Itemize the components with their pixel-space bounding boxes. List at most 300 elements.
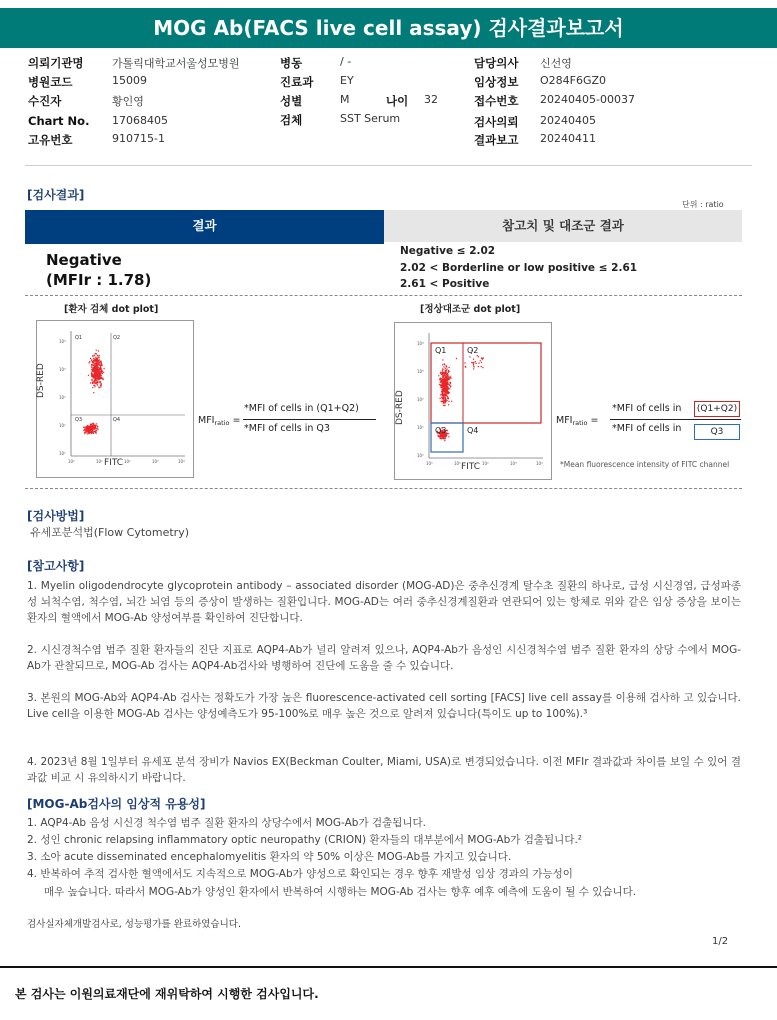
control-y-tick-4: 10⁴ <box>417 341 424 346</box>
hospital-code-label: 병원코드 <box>28 75 73 89</box>
patient-value: 황인영 <box>112 95 144 108</box>
patient-dot <box>101 364 102 365</box>
patient-dot <box>97 355 98 356</box>
patient-dot <box>89 426 90 427</box>
chart-no-label: Chart No. <box>28 114 90 128</box>
control-dot <box>442 392 443 393</box>
patient-dot <box>95 431 96 432</box>
patient-dot <box>96 423 97 424</box>
control-dot <box>449 376 450 377</box>
patient-dot <box>83 427 84 428</box>
control-dot <box>473 359 474 360</box>
patient-dot <box>91 366 92 367</box>
control-dot <box>443 438 444 439</box>
ref-line-positive: 2.61 < Positive <box>400 278 490 290</box>
doctor-label: 담당의사 <box>474 56 519 70</box>
control-dot <box>450 386 451 387</box>
control-dot <box>449 385 450 386</box>
patient-dot <box>96 374 97 375</box>
patient-dot <box>98 356 99 357</box>
method-section-title: [검사방법] <box>27 509 85 523</box>
formula2-lhs <box>556 415 598 427</box>
control-dot <box>444 395 445 396</box>
patient-dot <box>96 361 97 362</box>
control-dot <box>439 398 440 399</box>
doctor-value: 신선영 <box>540 57 572 70</box>
result-header: 결과 <box>25 210 384 242</box>
info-divider <box>25 165 752 166</box>
patient-x-tick-1: 10¹ <box>96 459 103 464</box>
control-dot <box>476 363 477 364</box>
control-dot <box>477 355 478 356</box>
control-dot <box>450 382 451 383</box>
institution-label: 의뢰기관명 <box>28 56 84 70</box>
control-dot <box>440 379 441 380</box>
patient-dot <box>87 428 88 429</box>
patient-dot <box>87 431 88 432</box>
formula1-eq: = <box>232 415 241 426</box>
control-dot <box>442 385 443 386</box>
utility-item-4-cont: 매우 높습니다. 따라서 MOG-Ab가 양성인 환자에서 반복하여 시행하는 MOG-Ab 검사는 향후 예후 예측에 도움이 될 수 있습니다. <box>44 886 637 898</box>
control-dot <box>464 362 465 363</box>
patient-dot <box>98 371 99 372</box>
formula2-num-prefix: *MFI of cells in <box>612 403 682 414</box>
patient-dot <box>103 368 104 369</box>
control-dot <box>443 369 444 370</box>
control-dot <box>443 400 444 401</box>
patient-dot <box>92 431 93 432</box>
control-dot <box>441 383 442 384</box>
control-dot <box>447 393 448 394</box>
patient-dot <box>88 362 89 363</box>
control-dot <box>442 436 443 437</box>
note-paragraph-4: 4. 2023년 8월 1일부터 유세포 분석 장비가 Navios EX(Beckman Coulter, Miami, USA)로 변경되었습니다. 이전 MFIr 결과값과 차이를 보일 수 있어 결과값 비교 시 유의하시기 바랍니다. <box>27 756 741 784</box>
patient-dot <box>97 377 98 378</box>
patient-dot <box>95 379 96 380</box>
chart-no-value: 17068405 <box>112 114 168 127</box>
utility-item-1: 1. AQP4-Ab 음성 시신경 척수염 범주 질환 환자의 상당수에서 MOG-Ab가 검출됩니다. <box>27 817 426 829</box>
patient-dot <box>97 363 98 364</box>
results-section-title: [검사결과] <box>27 188 85 202</box>
patient-dot <box>99 381 100 382</box>
control-dot <box>444 440 445 441</box>
control-dot <box>442 370 443 371</box>
formula2-den-box: Q3 <box>694 424 740 440</box>
patient-dot <box>97 382 98 383</box>
patient-dot <box>92 365 93 366</box>
formula2-den-prefix: *MFI of cells in <box>612 423 682 434</box>
control-dot <box>478 366 479 367</box>
patient-dot <box>95 428 96 429</box>
page-number: 1/2 <box>712 936 729 947</box>
control-dot <box>444 405 445 406</box>
report-date-value: 20240411 <box>540 132 596 145</box>
patient-dot <box>94 426 95 427</box>
control-dot <box>442 372 443 373</box>
patient-dot <box>90 424 91 425</box>
control-dot <box>445 400 446 401</box>
patient-dot <box>85 428 86 429</box>
utility-item-4: 4. 반복하여 추적 검사한 혈액에서도 지속적으로 MOG-Ab가 양성으로 확인되는 경우 향후 재발성 임상 경과의 가능성이 <box>27 868 573 880</box>
reference-header: 참고치 및 대조군 결과 <box>384 210 742 242</box>
patient-x-tick-0: 10⁰ <box>68 459 75 464</box>
dept-value: EY <box>340 74 354 87</box>
patient-dot <box>92 355 93 356</box>
specimen-value: SST Serum <box>340 112 401 125</box>
control-q1-label: Q1 <box>435 346 447 355</box>
control-dot <box>472 362 473 363</box>
patient-dot <box>94 363 95 364</box>
control-dot <box>482 367 483 368</box>
patient-dot <box>93 377 94 378</box>
formula1-denominator: *MFI of cells in Q3 <box>244 423 330 434</box>
control-dot <box>444 387 445 388</box>
control-dot <box>447 386 448 387</box>
patient-dot <box>95 377 96 378</box>
patient-dot <box>100 378 101 379</box>
patient-dot <box>87 433 88 434</box>
control-x-tick-0: 10⁰ <box>426 461 433 466</box>
hospital-code-value: 15009 <box>112 74 147 87</box>
patient-dot <box>100 361 101 362</box>
control-dot <box>446 377 447 378</box>
control-dot <box>441 374 442 375</box>
plots-divider <box>25 488 742 489</box>
age-value: 32 <box>424 93 438 106</box>
ref-line-borderline: 2.02 < Borderline or low positive ≤ 2.61 <box>400 262 638 274</box>
formula1-lhs <box>198 415 240 427</box>
control-dot <box>447 375 448 376</box>
patient-dot <box>97 368 98 369</box>
control-dot <box>446 370 447 371</box>
bottom-divider <box>0 966 777 968</box>
control-q3-label: Q3 <box>435 426 447 435</box>
control-dot <box>441 397 442 398</box>
control-dot <box>475 361 476 362</box>
control-x-tick-4: 10⁴ <box>536 461 543 466</box>
patient-dot <box>94 386 95 387</box>
control-dot <box>443 375 444 376</box>
patient-dot <box>101 370 102 371</box>
patient-y-tick-1: 10¹ <box>59 423 66 428</box>
control-dot <box>443 372 444 373</box>
control-dot <box>456 358 457 359</box>
control-dot <box>446 395 447 396</box>
patient-plot-svg <box>37 321 193 477</box>
note-paragraph-1: 1. Myelin oligodendrocyte glycoprotein antibody – associated disorder (MOG-AD)은 중추신경계 탈수초 질환의 하나로, 급성 시신경염, 급성파종성 뇌척수염, 척수염, 뇌간 뇌염 등의 증상이 발생하는 질환입니다. MOG-AD는 여러 중추신경계질환과 연관되어 있는 항체로 위와 같은 임상 증상을 보이는 환자의 혈액에서 MOG-Ab 양성여부를 확인하여 진단합니다. <box>27 580 741 624</box>
patient-dot <box>92 387 93 388</box>
patient-dot <box>97 360 98 361</box>
report-date-label: 결과보고 <box>474 133 519 147</box>
age-label: 나이 <box>386 94 409 108</box>
patient-dot <box>99 368 100 369</box>
control-dot <box>444 402 445 403</box>
patient-dot <box>100 371 101 372</box>
patient-dot <box>94 372 95 373</box>
control-dot <box>445 382 446 383</box>
control-dot <box>439 438 440 439</box>
control-dot <box>447 398 448 399</box>
patient-dot <box>92 427 93 428</box>
control-dot <box>481 358 482 359</box>
control-dot <box>442 398 443 399</box>
control-dot <box>447 387 448 388</box>
control-plot-title: [정상대조군 dot plot] <box>420 304 521 315</box>
control-dot <box>444 390 445 391</box>
patient-dot <box>96 365 97 366</box>
formula1-numerator: *MFI of cells in (Q1+Q2) <box>244 403 359 414</box>
patient-dot <box>99 355 100 356</box>
control-x-tick-1: 10¹ <box>454 461 461 466</box>
patient-q1-label: Q1 <box>75 335 83 341</box>
patient-dot <box>100 365 101 366</box>
control-dot <box>445 389 446 390</box>
formula1-sub: ratio <box>214 419 230 427</box>
utility-section-title: [MOG-Ab검사의 임상적 유용성] <box>27 797 206 811</box>
control-dot <box>440 387 441 388</box>
patient-dot <box>92 374 93 375</box>
control-dot <box>441 391 442 392</box>
control-dot <box>441 381 442 382</box>
control-dot <box>442 377 443 378</box>
control-dot <box>447 390 448 391</box>
control-dot <box>478 362 479 363</box>
control-y-tick-0: 10⁰ <box>417 453 424 458</box>
patient-x-tick-3: 10³ <box>152 459 159 464</box>
control-dot <box>442 359 443 360</box>
unit-label: 단위 : ratio <box>682 200 724 209</box>
control-dot <box>439 435 440 436</box>
control-dot <box>445 365 446 366</box>
patient-dot <box>86 429 87 430</box>
control-dot <box>481 362 482 363</box>
patient-dot <box>95 374 96 375</box>
request-date-value: 20240405 <box>540 114 596 127</box>
control-y-tick-1: 10¹ <box>417 425 424 430</box>
control-dot-plot <box>394 322 552 480</box>
clinical-info-value: O284F6GZ0 <box>540 74 607 87</box>
control-dot <box>465 366 466 367</box>
control-dot <box>444 438 445 439</box>
ward-label: 병동 <box>280 56 303 70</box>
patient-dot <box>102 373 103 374</box>
control-dot <box>481 366 482 367</box>
patient-dot <box>95 383 96 384</box>
patient-dot <box>84 432 85 433</box>
patient-dot <box>96 350 97 351</box>
control-dot <box>444 364 445 365</box>
dept-label: 진료과 <box>280 75 314 89</box>
control-dot <box>448 388 449 389</box>
patient-dot <box>93 423 94 424</box>
patient-dot <box>90 382 91 383</box>
patient-y-tick-3: 10³ <box>59 367 66 372</box>
patient-x-tick-2: 10² <box>124 459 131 464</box>
ward-value: / - <box>340 55 352 68</box>
specimen-label: 검체 <box>280 113 303 127</box>
control-dot <box>443 366 444 367</box>
formula2-mfi: MFI <box>556 415 573 426</box>
control-dot <box>443 383 444 384</box>
control-dot <box>443 396 444 397</box>
receipt-no-label: 접수번호 <box>474 94 519 108</box>
patient-dot <box>89 361 90 362</box>
patient-dot <box>95 353 96 354</box>
patient-dot <box>90 358 91 359</box>
patient-dot <box>93 385 94 386</box>
formula2-num-box: (Q1+Q2) <box>694 401 740 417</box>
patient-label: 수진자 <box>28 94 62 108</box>
patient-dot <box>100 383 101 384</box>
sex-value: M <box>340 93 350 106</box>
control-dot <box>473 365 474 366</box>
control-dot <box>447 388 448 389</box>
patient-y-tick-2: 10² <box>59 395 66 400</box>
control-y-tick-2: 10² <box>417 397 424 402</box>
patient-dot <box>84 429 85 430</box>
patient-dot <box>98 378 99 379</box>
control-dot <box>445 393 446 394</box>
patient-dot <box>96 430 97 431</box>
clinical-info-label: 임상정보 <box>474 75 519 89</box>
patient-dot <box>98 370 99 371</box>
patient-dot <box>92 379 93 380</box>
formula2-sub: ratio <box>572 419 588 427</box>
control-dot <box>449 379 450 380</box>
control-dot <box>449 392 450 393</box>
patient-dot <box>91 360 92 361</box>
control-dot <box>471 362 472 363</box>
notes-section-title: [참고사항] <box>27 559 85 573</box>
control-plot-svg <box>395 323 551 479</box>
patient-dot <box>100 386 101 387</box>
control-dot <box>469 356 470 357</box>
patient-y-tick-0: 10⁰ <box>59 451 66 456</box>
bottom-notice: 본 검사는 이원의료재단에 재위탁하여 시행한 검사입니다. <box>15 987 319 1001</box>
control-dot <box>444 436 445 437</box>
patient-x-tick-4: 10⁴ <box>178 459 185 464</box>
patient-dot <box>94 381 95 382</box>
patient-dot <box>93 382 94 383</box>
patient-dot <box>90 429 91 430</box>
control-dot <box>440 378 441 379</box>
control-dot <box>445 376 446 377</box>
formula2-bar <box>610 419 741 420</box>
control-dot <box>448 378 449 379</box>
control-y-axis-label: DS-RED <box>395 390 405 425</box>
patient-dot <box>87 427 88 428</box>
patient-dot <box>93 367 94 368</box>
control-dot <box>442 364 443 365</box>
patient-dot-plot <box>36 320 194 478</box>
control-y-tick-3: 10³ <box>417 369 424 374</box>
method-text: 유세포분석법(Flow Cytometry) <box>30 526 190 539</box>
control-dot <box>483 357 484 358</box>
control-dot <box>448 404 449 405</box>
control-dot <box>448 371 449 372</box>
control-dot <box>440 435 441 436</box>
patient-y-tick-4: 10⁴ <box>59 339 66 344</box>
control-dot <box>442 390 443 391</box>
control-dot <box>450 377 451 378</box>
formula1-mfi: MFI <box>198 415 215 426</box>
control-dot <box>448 367 449 368</box>
control-x-tick-3: 10³ <box>510 461 517 466</box>
control-dot <box>441 378 442 379</box>
unique-no-label: 고유번호 <box>28 133 73 147</box>
patient-dot <box>92 371 93 372</box>
control-dot <box>438 375 439 376</box>
control-dot <box>446 435 447 436</box>
control-dot <box>473 364 474 365</box>
control-dot <box>473 368 474 369</box>
patient-dot <box>94 361 95 362</box>
control-q2-label: Q2 <box>467 346 479 355</box>
patient-dot <box>96 425 97 426</box>
patient-dot <box>98 374 99 375</box>
utility-item-2: 2. 성인 chronic relapsing inflammatory optic neuropathy (CRION) 환자들의 대부분에서 MOG-Ab가 검출됩니다.² <box>27 834 583 846</box>
control-dot <box>480 360 481 361</box>
control-dot <box>451 401 452 402</box>
patient-dot <box>102 379 103 380</box>
control-dot <box>443 405 444 406</box>
ref-line-negative: Negative ≤ 2.02 <box>400 245 496 257</box>
patient-dot <box>95 369 96 370</box>
control-dot <box>446 380 447 381</box>
patient-dot <box>92 425 93 426</box>
control-dot <box>445 368 446 369</box>
control-dot <box>447 430 448 431</box>
control-dot <box>443 397 444 398</box>
control-dot <box>441 401 442 402</box>
control-dot <box>448 433 449 434</box>
control-dot <box>446 385 447 386</box>
control-dot <box>478 356 479 357</box>
patient-info <box>28 55 768 150</box>
patient-q3-label: Q3 <box>75 417 83 423</box>
formula2-eq: = <box>590 415 599 426</box>
patient-dot <box>99 387 100 388</box>
note-paragraph-2: 2. 시신경척수염 범주 질환 환자들의 진단 지표로 AQP4-Ab가 널리 알려져 있으나, AQP4-Ab가 음성인 시신경척수염 범주 질환 환자의 상당 수에서 MOG-Ab가 관찰되므로, MOG-Ab 검사는 AQP4-Ab검사와 병행하여 진단에 도움을 줄 수 있습니다. <box>27 644 741 672</box>
patient-dot <box>93 392 94 393</box>
control-dot <box>445 373 446 374</box>
control-dot <box>441 394 442 395</box>
formula1-bar <box>243 419 376 420</box>
patient-dot <box>89 433 90 434</box>
patient-dot <box>93 376 94 377</box>
results-divider <box>25 295 742 296</box>
patient-dot <box>92 362 93 363</box>
institution-value: 가톨릭대학교서울성모병원 <box>112 57 240 70</box>
unique-no-value: 910715-1 <box>112 132 165 145</box>
patient-x-axis-label: FITC <box>104 458 124 468</box>
control-dot <box>446 392 447 393</box>
patient-dot <box>84 433 85 434</box>
report-title: MOG Ab(FACS live cell assay) 검사결과보고서 <box>0 8 777 48</box>
receipt-no-value: 20240405-00037 <box>540 93 635 106</box>
control-dot <box>439 384 440 385</box>
patient-dot <box>93 381 94 382</box>
control-dot <box>443 379 444 380</box>
control-dot <box>443 373 444 374</box>
patient-dot <box>88 375 89 376</box>
control-x-tick-2: 10² <box>482 461 489 466</box>
patient-dot <box>95 367 96 368</box>
patient-q4-label: Q4 <box>113 417 121 423</box>
control-dot <box>448 401 449 402</box>
control-dot <box>440 372 441 373</box>
patient-q2-label: Q2 <box>113 335 121 341</box>
